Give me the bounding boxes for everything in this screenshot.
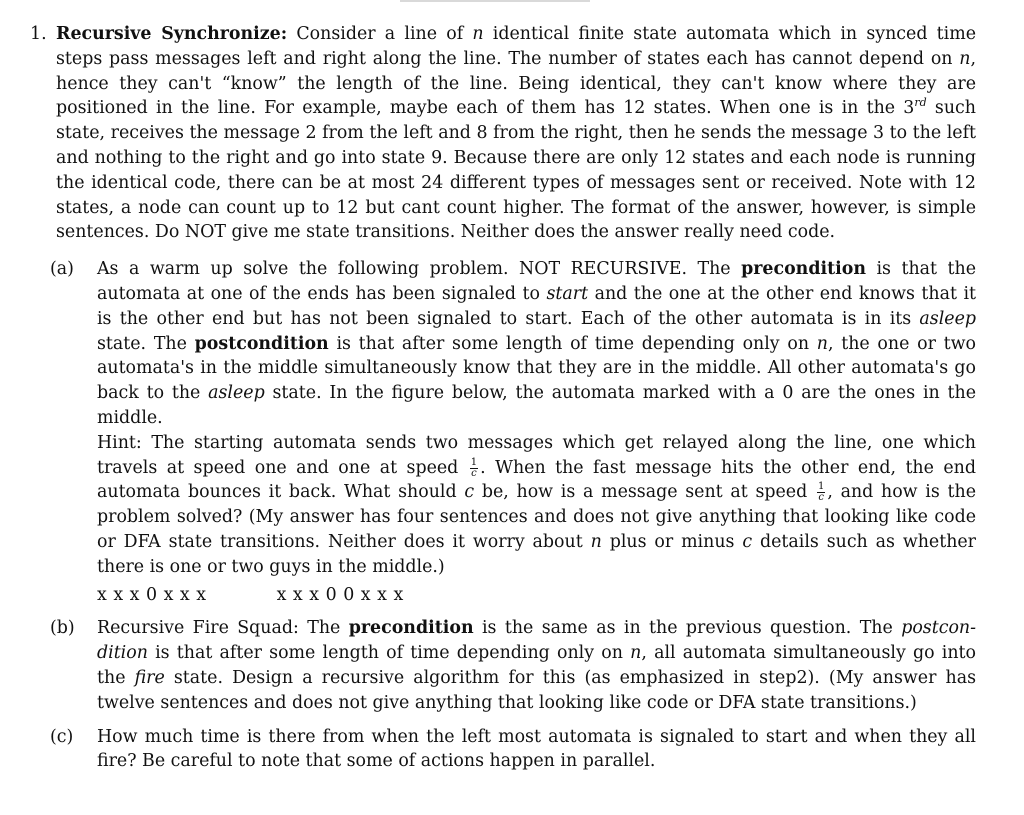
hint-text: , and how is the problem solved? (My answer has four sentences and does not give anything that looking like code or DFA state transitions. Neither does it worry about bbox=[97, 482, 976, 552]
part-a-text: is that after some length of time depending only on bbox=[328, 333, 817, 354]
automata-diagram bbox=[97, 583, 976, 608]
hint-text: Hint: The starting automata sends two messages which get relayed along the line, one which travels at speed one and one at speed bbox=[97, 432, 976, 478]
hint-text: be, how is a message sent at speed bbox=[474, 482, 815, 503]
var-n: n bbox=[959, 48, 971, 69]
hint-text: details such as whether there is one or two guys in the middle.) bbox=[97, 531, 976, 577]
part-b-text: is the same as in the previous question. The bbox=[473, 618, 902, 639]
problem-statement bbox=[56, 22, 976, 245]
subparts bbox=[50, 257, 976, 774]
var-n: n bbox=[590, 531, 602, 552]
top-divider bbox=[400, 0, 590, 2]
asleep-term: asleep bbox=[208, 383, 265, 404]
part-b-text: state. Design a recursive algorithm for this (as emphasized in step2). (My answer has twelve sentences and does not give anything that looking like code or DFA state transitions.) bbox=[97, 667, 976, 713]
part-b-body bbox=[97, 616, 976, 715]
part-c-text: How much time is there from when the left most automata is signaled to start and when they all fire? Be careful to note that some of actions happen in parallel. bbox=[97, 726, 976, 772]
part-a-label: (a) bbox=[50, 259, 74, 280]
fraction-one-over-c: $\frac{1}{c}$ bbox=[817, 481, 825, 504]
problem-1 bbox=[30, 22, 976, 783]
part-b-text: is that after some length of time depending only on bbox=[147, 643, 631, 664]
part-a-text: As a warm up solve the following problem. NOT RECURSIVE. The bbox=[97, 259, 742, 280]
part-c-body bbox=[97, 725, 976, 775]
part-a-body bbox=[97, 257, 976, 607]
hint-text: plus or minus bbox=[601, 531, 743, 552]
part-b bbox=[50, 616, 976, 715]
part-a bbox=[50, 257, 976, 607]
intro-text: identical finite state automata which in synced time steps pass messages left and right along the line. The number of states each has cannot depend on bbox=[56, 24, 977, 69]
start-term: start bbox=[546, 283, 589, 304]
diagram-odd-line: x x x 0 x x x bbox=[97, 584, 207, 605]
var-c: c bbox=[464, 482, 475, 503]
part-a-text: is that the automata at one of the ends has been signaled to bbox=[97, 259, 976, 304]
postcondition-term: postcon- dition bbox=[97, 618, 976, 664]
fire-term: fire bbox=[134, 667, 165, 688]
diagram-even-line: x x x 0 0 x x x bbox=[276, 584, 404, 605]
intro-text: such state, receives the message 2 from the left and 8 from the right, then he sends the message 3 to the left and nothing to the right and go into state 9. Because there are only 12 states and each node is running the identical code, there can be at most 24 different types of messages sent or received. Note with 12 states, a node can count up to 12 but cant count higher. The format of the answer, however, is simple sentences. Do NOT give me state transitions. Neither does the answer really need code. bbox=[56, 98, 976, 243]
hint-text: . When the fast message hits the other end, the end automata bounces it back. What should bbox=[97, 457, 976, 503]
fraction-one-over-c: $\frac{1}{c}$ bbox=[470, 456, 478, 479]
ordinal-superscript: rd bbox=[914, 96, 927, 110]
part-b-text: Recursive Fire Squad: The bbox=[97, 618, 349, 639]
part-a-text: state. The bbox=[97, 333, 195, 354]
intro-text: , hence they can't “know” the length of the line. Being identical, they can't know where they are positioned in the line. For example, maybe each of them has 12 states. When one is in the 3 bbox=[56, 48, 976, 119]
problem-title: Recursive Synchronize: bbox=[56, 24, 288, 44]
part-a-text: state. In the figure below, the automata marked with a 0 are the ones in the middle. bbox=[97, 383, 976, 428]
intro-text: Consider a line of bbox=[287, 24, 473, 44]
part-c bbox=[50, 725, 976, 775]
part-a-text: and the one at the other end knows that it is the other end but has not been signaled to start. Each of the other automata is in its bbox=[97, 283, 976, 329]
problem-number: 1. bbox=[30, 24, 47, 44]
var-c: c bbox=[742, 531, 753, 552]
var-n: n bbox=[472, 24, 484, 44]
precondition-term: precondition bbox=[741, 259, 866, 280]
var-n: n bbox=[630, 643, 642, 664]
asleep-term: asleep bbox=[919, 308, 976, 329]
precondition-term: precondition bbox=[348, 618, 474, 639]
part-c-label: (c) bbox=[50, 726, 74, 747]
var-n: n bbox=[816, 333, 828, 354]
part-b-label: (b) bbox=[50, 618, 75, 639]
part-b-text: , all automata simultaneously go into the bbox=[97, 643, 976, 688]
part-a-text: , the one or two automata's in the middle simultaneously know that they are in the middle. All other automata's go back to the bbox=[97, 333, 976, 404]
postcondition-term: postcondition bbox=[194, 333, 329, 354]
